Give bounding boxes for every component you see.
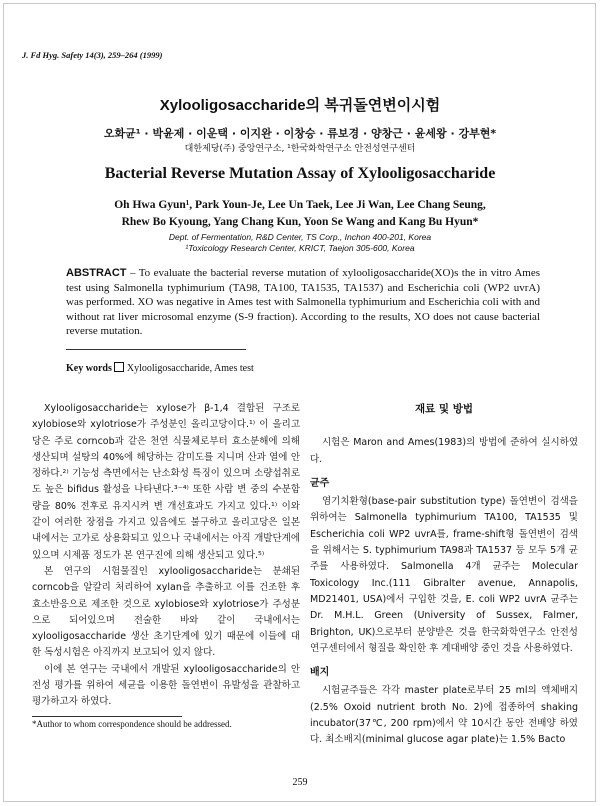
- affiliation-english-line-1: Dept. of Fermentation, R&D Center, TS Corp., Inchon 400-201, Korea: [168, 232, 432, 242]
- subsection-media-text: 시험균주들은 각각 master plate로부터 25 ml의 액체배지(2.5% Oxoid nutrient broth No. 2)에 접종하여 shaking incubator(37℃, 200 rpm)에서 약 10시간 동안 전배양 하였다. 최소배지(minimal glucose agar plate)는 1.5% Bacto: [310, 685, 578, 746]
- keywords-label: Key words: [66, 363, 112, 374]
- section-title-methods: 재료 및 방법: [414, 403, 474, 415]
- subsection-media-heading: 배지: [310, 667, 330, 679]
- page-number: 259: [292, 777, 308, 788]
- authors-english: [0, 197, 600, 231]
- authors-korean: 오화균¹ · 박윤제 · 이운택 · 이지완 · 이창승 · 류보경 · 양창근 · 윤세왕 · 강부현*: [103, 127, 497, 140]
- title-korean: Xylooligosaccharide의 복귀돌연변이시험: [159, 97, 441, 114]
- keywords: [66, 362, 254, 374]
- authors-english-line-1: Oh Hwa Gyun¹, Park Youn-Je, Lee Un Taek, Lee Ji Wan, Lee Chang Seung,: [114, 199, 486, 211]
- checkbox-icon: [114, 362, 124, 372]
- methods-intro: 시험은 Maron and Ames(1983)의 방법에 준하여 실시하였다.: [310, 437, 578, 465]
- abstract-text: – To evaluate the bacterial reverse mutation of xylooligosaccharide(XO)s the in vitro Ames test using Salmonella typhimurium (TA98, TA100, TA1535, TA1537) and Escherichia coli (WP2 uvrA) was performed. XO was negative in Ames test with Salmonella typhimurium and Escherichia coli with and without rat liver microsomal enzyme (S-9 fraction). According to the results, XO does not cause bacterial reverse mutation.: [66, 267, 540, 337]
- left-column: [32, 401, 300, 711]
- footnote-divider: [32, 716, 182, 717]
- subsection-strains-text: 염기치환형(base-pair substitution type) 돌연변이 검색을 위하여는 Salmonella typhimurium TA100, TA1535 및 Escherichia coli WP2 uvrA를, frame-shift형 돌연변이 검색을 위해서는 S. typhimurium TA98과 TA1537 등 모두 5개 균주를 사용하였다. Salmonella 4개 균주는 Molecular Toxicology Inc.(111 Gibralter avenue, Annapolis, MD21401, USA)에서 구입한 것을, E. coli WP2 uvrA 균주는 Dr. M.H.L. Green (University of Sussex, Falmer, Brighton, UK)으로부터 분양받은 것을 한국화학연구소 안전성연구센터에서 형질을 확인한 후 계대배양 중인 것을 사용하였다.: [310, 496, 578, 654]
- keywords-divider: [66, 349, 246, 350]
- intro-paragraph-1: Xylooligosaccharide는 xylose가 β-1,4 결합된 구조로 xylobiose와 xylotriose가 주성분인 올리고당이다.¹⁾ 이 올리고당은 주로 corncob과 같은 천연 식물체로부터 효소분해에 의해 생산되며 설탕의 40%에 해당하는 감미도를 지니며 산과 열에 안정하다.²⁾ 기능성 측면에서는 난소화성 특징이 있으며 소량섭취로도 높은 bifidus 활성을 나타낸다.³⁻⁴⁾ 또한 사람 변 중의 수분함량을 80% 전후로 유지시켜 변 개선효과도 가지고 있다.¹⁾ 이와 같이 여러한 장점을 가지고 있음에도 불구하고 올리고당은 일본내에서는 고가로 상용화되고 있으나 국내에서는 아직 개발단계에 있으며 시제품 정도가 본 연구진에 의해 생산되고 있다.⁵⁾: [32, 403, 300, 561]
- affiliation-english-line-2: ¹Toxicology Research Center, KRICT, Taejon 305-600, Korea: [185, 243, 415, 253]
- right-column: [310, 401, 578, 749]
- intro-paragraph-2: 본 연구의 시험물질인 xylooligosaccharide는 분쇄된 corncob을 알칼리 처리하여 xylan을 추출하고 이를 건조한 후 효소반응으로 제조한 것으로 xylobiose와 xylotriose가 주성분으로 되어있으며 전술한 바와 같이 국내에서는 xylooligosaccharide 생산 초기단계에 있기 때문에 이들에 대한 독성시험은 아직까지 보고되어 있지 않다.: [32, 565, 300, 659]
- abstract-label: ABSTRACT: [66, 267, 127, 279]
- footnote: *Author to whom correspondence should be addressed.: [32, 719, 232, 729]
- subsection-strains-heading: 균주: [310, 477, 330, 489]
- intro-paragraph-3: 이에 본 연구는 국내에서 개발된 xylooligosaccharide의 안전성 평가를 위하여 세균을 이용한 돌연변이 유발성을 관찰하고 평가하고자 하였다.: [32, 663, 300, 708]
- title-english: Bacterial Reverse Mutation Assay of Xylooligosaccharide: [104, 165, 496, 182]
- affiliation-korean: 대한제당(주) 중앙연구소, ¹한국화학연구소 안전성연구센터: [184, 144, 416, 154]
- keywords-text: Xylooligosaccharide, Ames test: [126, 363, 254, 374]
- affiliation-english: [0, 232, 600, 254]
- journal-reference: J. Fd Hyg. Safety 14(3), 259–264 (1999): [22, 50, 163, 60]
- abstract: [66, 266, 540, 339]
- authors-english-line-2: Rhew Bo Kyoung, Yang Chang Kun, Yoon Se Wang and Kang Bu Hyun*: [121, 216, 479, 228]
